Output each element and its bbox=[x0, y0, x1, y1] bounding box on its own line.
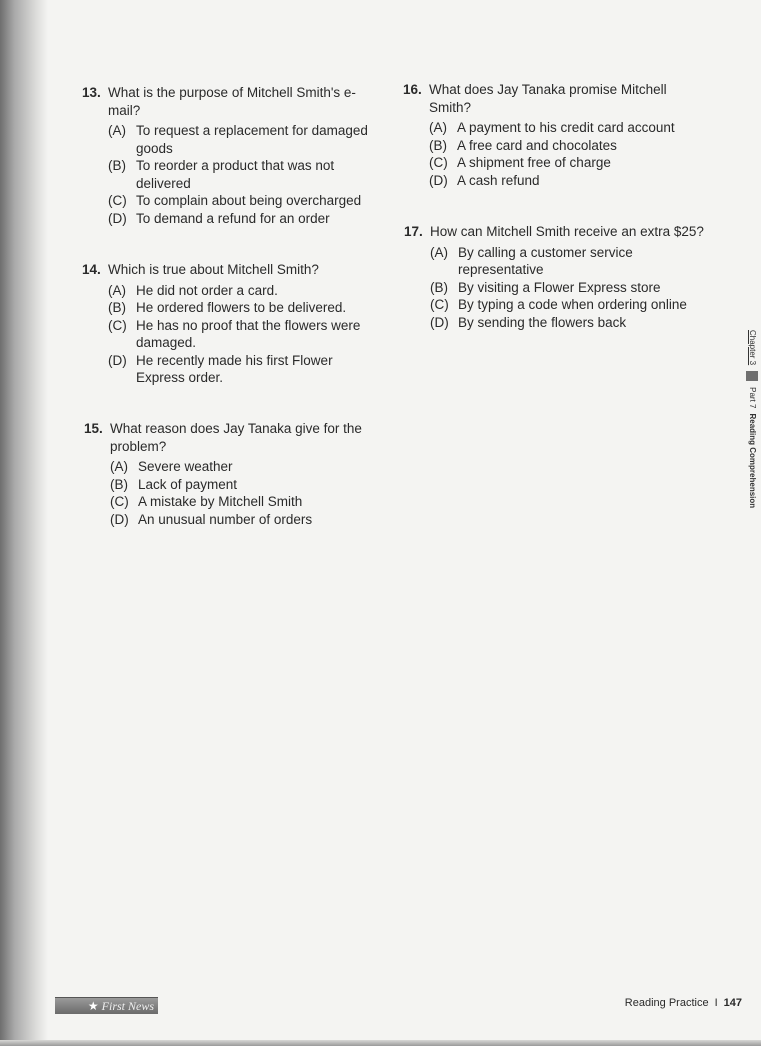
option-text: A cash refund bbox=[457, 172, 540, 188]
option-text: To complain about being overcharged bbox=[136, 193, 362, 208]
option-text: A mistake by Mitchell Smith bbox=[138, 494, 303, 509]
question-number: 17. bbox=[404, 224, 423, 239]
answer-options bbox=[429, 119, 703, 189]
answer-option-d bbox=[108, 352, 382, 387]
answer-option-b bbox=[108, 157, 382, 192]
option-text: He did not order a card. bbox=[136, 282, 278, 298]
option-text: He recently made his first Flower Express order. bbox=[136, 352, 333, 385]
footer-separator: I bbox=[714, 997, 718, 1009]
question-number: 15. bbox=[84, 421, 103, 436]
answer-option-c bbox=[429, 154, 703, 172]
option-text: Lack of payment bbox=[138, 476, 238, 492]
section-label: Reading Comprehension bbox=[747, 413, 757, 509]
option-letter: (C) bbox=[430, 297, 449, 312]
part-label: Part 7 bbox=[747, 387, 757, 409]
option-text: By visiting a Flower Express store bbox=[458, 279, 661, 295]
option-letter: (D) bbox=[430, 314, 449, 330]
logo-text: First News bbox=[101, 998, 154, 1013]
answer-option-b bbox=[110, 476, 374, 494]
option-letter: (C) bbox=[110, 494, 129, 509]
book-spine-shadow bbox=[0, 0, 48, 1046]
option-text: A free card and chocolates bbox=[457, 137, 617, 153]
option-letter: (B) bbox=[430, 279, 448, 295]
page-footer bbox=[560, 997, 742, 1009]
answer-option-d bbox=[430, 314, 704, 332]
option-letter: (C) bbox=[108, 193, 127, 208]
question-text: What is the purpose of Mitchell Smith's e-mail? bbox=[108, 85, 356, 118]
question-number: 14. bbox=[82, 262, 101, 277]
side-tab-text bbox=[746, 330, 758, 508]
option-letter: (A) bbox=[430, 244, 448, 260]
answer-option-a bbox=[110, 458, 374, 476]
option-letter: (B) bbox=[429, 137, 447, 153]
tab-marker bbox=[746, 371, 758, 381]
chapter-side-tab bbox=[744, 330, 761, 530]
option-text: Severe weather bbox=[138, 459, 233, 474]
question-17 bbox=[404, 223, 704, 331]
footer-section: Reading Practice bbox=[624, 997, 709, 1009]
answer-option-a bbox=[429, 119, 703, 137]
question-text: Which is true about Mitchell Smith? bbox=[108, 262, 319, 277]
option-text: To request a replacement for damaged goods bbox=[136, 123, 368, 156]
option-letter: (C) bbox=[429, 155, 448, 170]
option-text: To reorder a product that was not delivered bbox=[136, 158, 335, 191]
answer-option-a bbox=[108, 282, 382, 300]
answer-options bbox=[430, 244, 704, 332]
option-text: By calling a customer service representative bbox=[458, 244, 633, 277]
option-letter: (A) bbox=[108, 282, 126, 298]
option-letter: (A) bbox=[108, 123, 126, 138]
option-letter: (D) bbox=[110, 511, 129, 527]
option-letter: (B) bbox=[110, 476, 128, 492]
option-letter: (D) bbox=[108, 210, 127, 226]
answer-option-c bbox=[108, 192, 382, 210]
question-13 bbox=[82, 84, 382, 227]
answer-option-d bbox=[110, 511, 374, 529]
answer-option-a bbox=[108, 122, 382, 157]
publisher-logo bbox=[55, 997, 158, 1014]
option-text: A shipment free of charge bbox=[457, 155, 611, 170]
question-number: 16. bbox=[403, 82, 422, 97]
answer-option-c bbox=[108, 317, 382, 352]
question-text: What does Jay Tanaka promise Mitchell Smith? bbox=[429, 82, 667, 115]
page-number: 147 bbox=[723, 997, 742, 1009]
option-text: To demand a refund for an order bbox=[136, 210, 330, 226]
option-text: By sending the flowers back bbox=[458, 314, 627, 330]
option-letter: (C) bbox=[108, 317, 127, 333]
option-letter: (A) bbox=[429, 120, 447, 135]
option-text: An unusual number of orders bbox=[138, 511, 313, 527]
question-16 bbox=[403, 81, 703, 189]
option-letter: (B) bbox=[108, 158, 126, 173]
option-letter: (D) bbox=[108, 352, 127, 368]
answer-options bbox=[110, 458, 374, 528]
option-letter: (B) bbox=[108, 300, 126, 315]
page-bottom-edge bbox=[0, 1040, 761, 1046]
question-number: 13. bbox=[82, 85, 101, 100]
star-icon: ★ bbox=[87, 999, 99, 1013]
question-15 bbox=[84, 420, 374, 528]
option-text: He ordered flowers to be delivered. bbox=[136, 300, 347, 315]
answer-option-c bbox=[110, 493, 374, 511]
answer-options bbox=[108, 282, 382, 387]
answer-option-b bbox=[429, 137, 703, 155]
answer-option-d bbox=[429, 172, 703, 190]
answer-option-c bbox=[430, 296, 704, 314]
answer-option-b bbox=[430, 279, 704, 297]
question-text: What reason does Jay Tanaka give for the problem? bbox=[110, 421, 362, 454]
option-text: A payment to his credit card account bbox=[457, 120, 675, 135]
question-14 bbox=[82, 261, 382, 387]
option-letter: (D) bbox=[429, 172, 448, 188]
option-text: He has no proof that the flowers were damaged. bbox=[136, 317, 361, 350]
answer-option-a bbox=[430, 244, 704, 279]
question-text: How can Mitchell Smith receive an extra $25? bbox=[430, 224, 704, 239]
option-text: By typing a code when ordering online bbox=[458, 297, 687, 312]
chapter-label: Chapter 3 bbox=[747, 330, 757, 366]
option-letter: (A) bbox=[110, 459, 128, 474]
answer-options bbox=[108, 122, 382, 227]
answer-option-b bbox=[108, 299, 382, 317]
answer-option-d bbox=[108, 210, 382, 228]
